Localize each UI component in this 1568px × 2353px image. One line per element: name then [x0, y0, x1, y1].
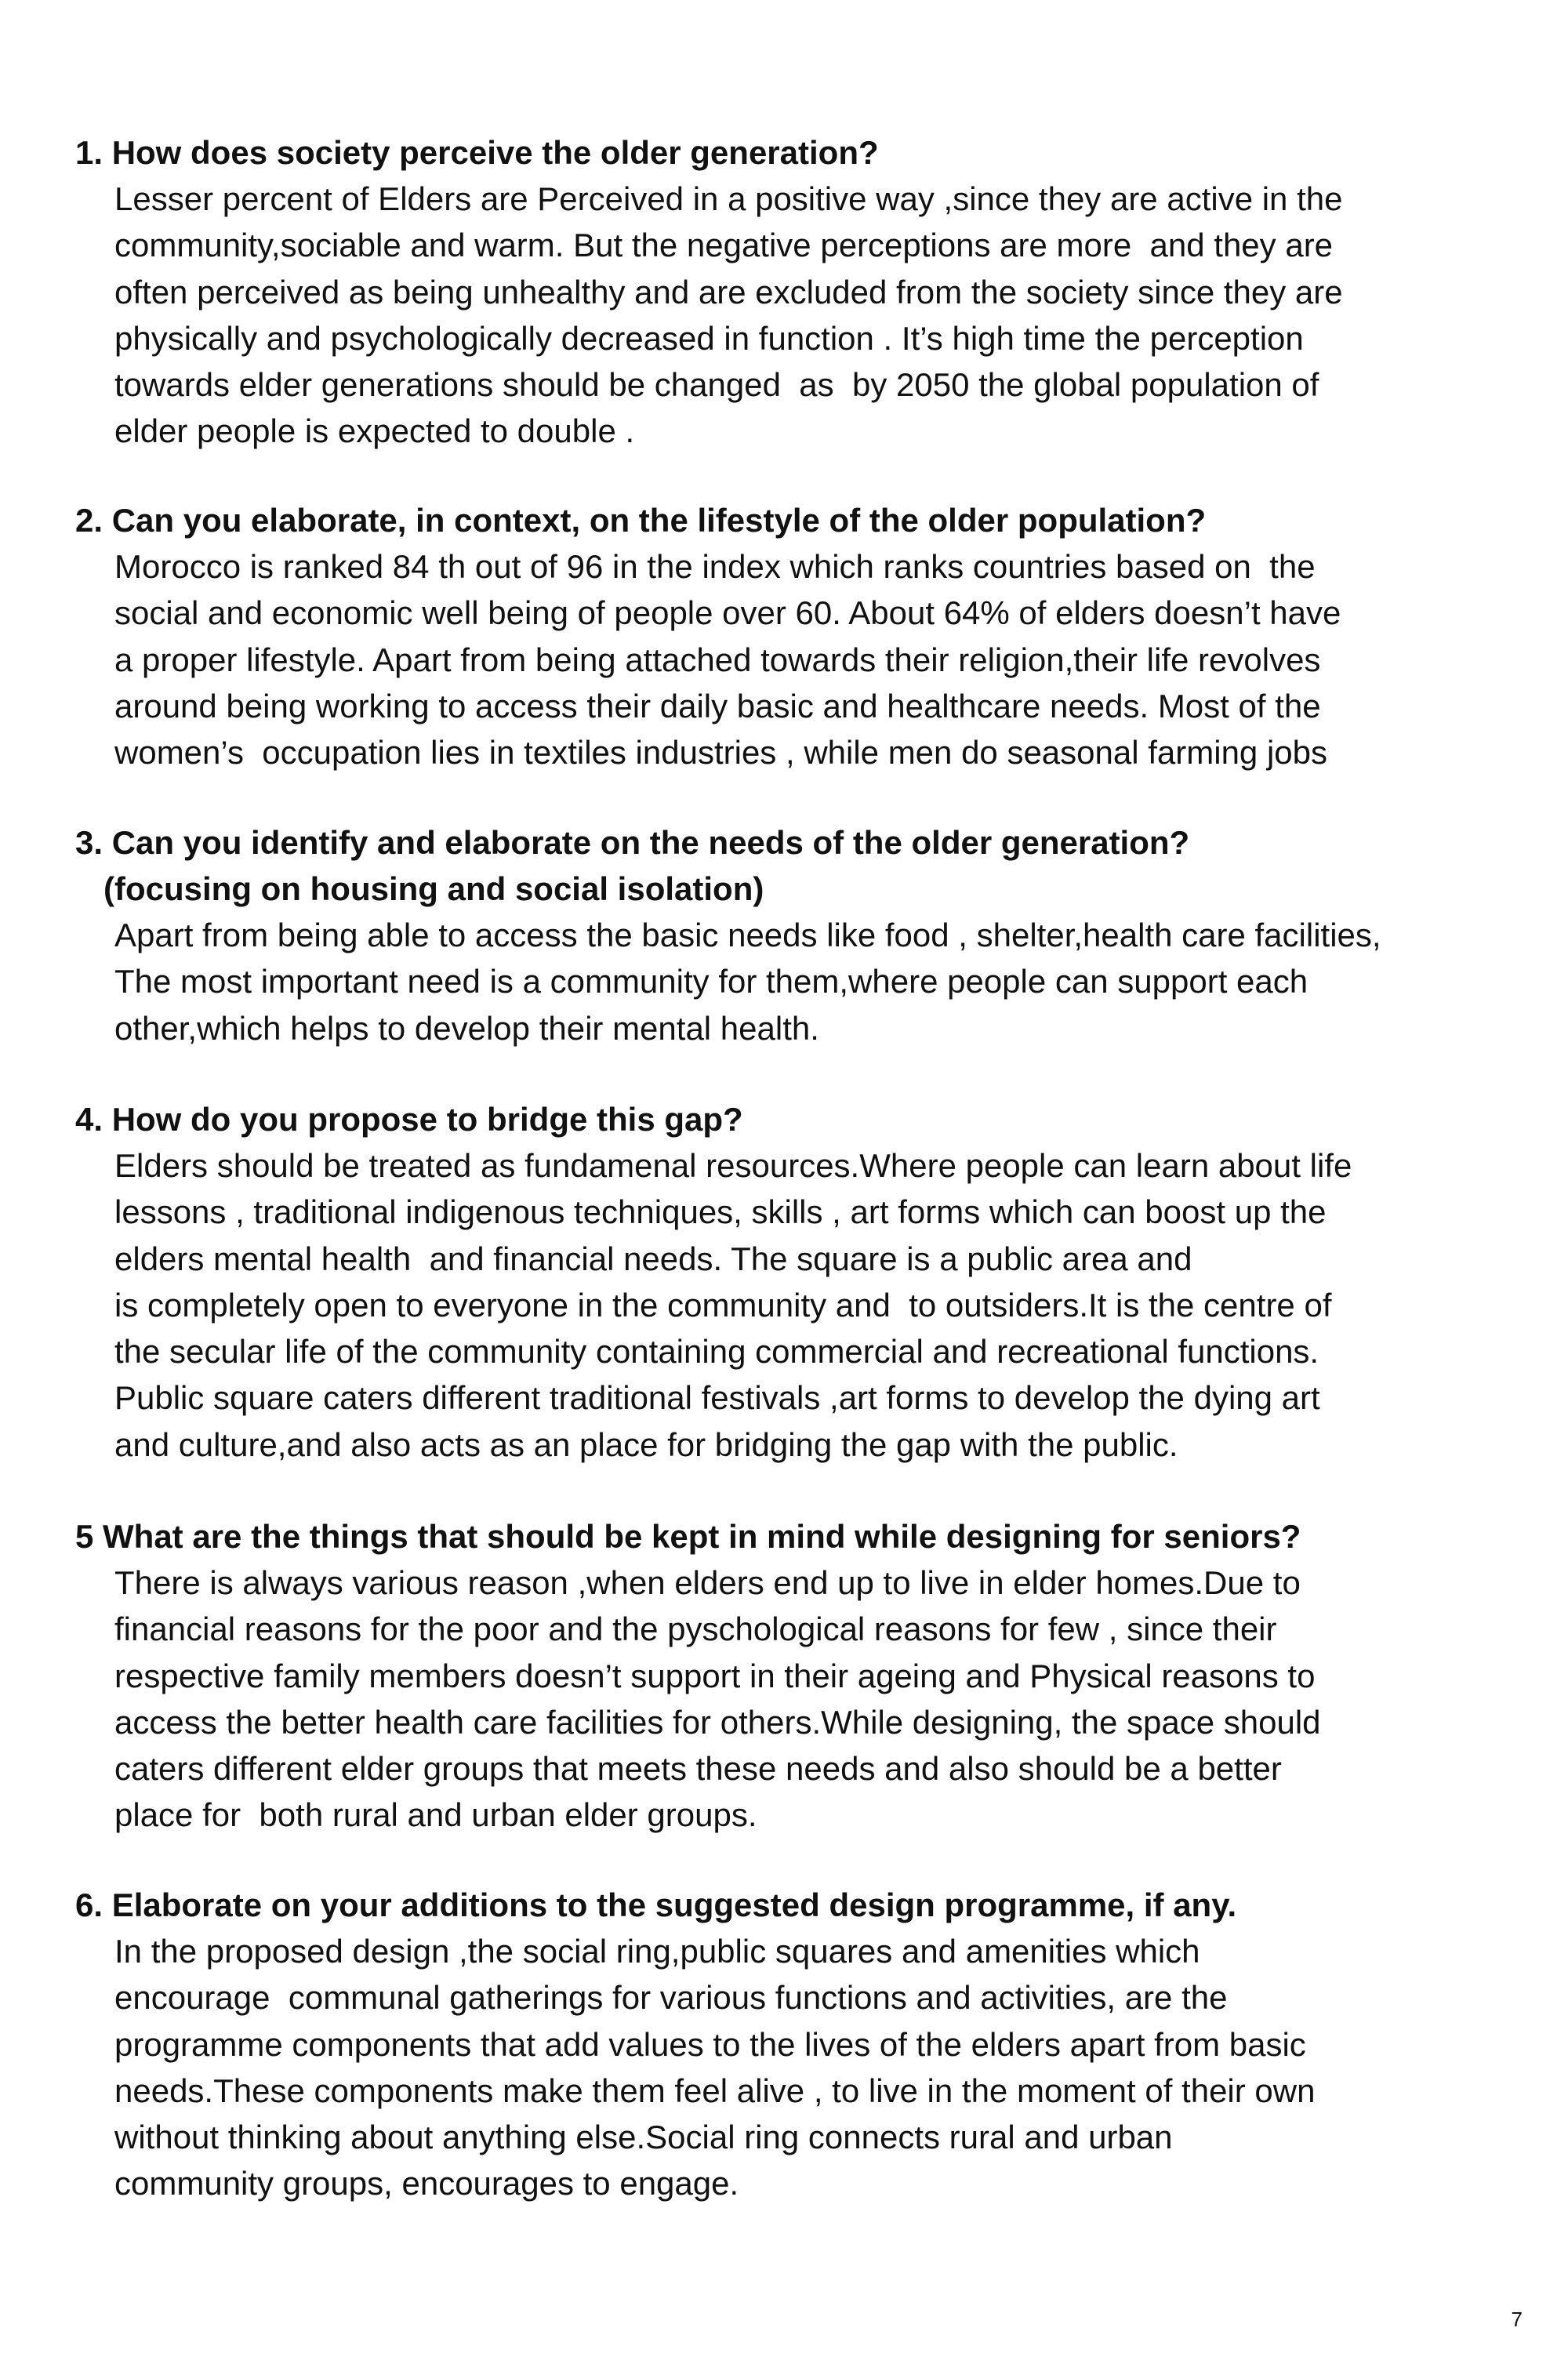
question-heading: 2. Can you elaborate, in context, on the lifestyle of the older population?	[75, 502, 1207, 539]
answer-line: needs.These components make them feel alive , to live in the moment of their own	[114, 2072, 1316, 2109]
answer-line: towards elder generations should be changed as by 2050 the global population of	[114, 366, 1319, 404]
qa-section-2	[75, 497, 1534, 775]
qa-section-4	[75, 1096, 1534, 1468]
question-heading: 1. How does society perceive the older generation?	[75, 134, 879, 171]
answer-line: community groups, encourages to engage.	[114, 2165, 739, 2202]
qa-section-1	[75, 129, 1534, 455]
qa-section-3	[75, 819, 1534, 1051]
question-heading: 6. Elaborate on your additions to the suggested design programme, if any.	[75, 1886, 1237, 1923]
answer-line: is completely open to everyone in the community and to outsiders.It is the centre of	[114, 1286, 1332, 1324]
qa-section-6	[75, 1882, 1534, 2207]
answer-line: respective family members doesn’t support in their ageing and Physical reasons to	[114, 1657, 1316, 1694]
answer-line: caters different elder groups that meets these needs and also should be a better	[114, 1750, 1282, 1788]
answer-line: Lesser percent of Elders are Perceived in a positive way ,since they are active in the	[114, 180, 1343, 217]
answer-line: other,which helps to develop their mental health.	[114, 1009, 819, 1047]
answer-line: Apart from being able to access the basic needs like food , shelter,health care facilities,	[114, 917, 1381, 953]
answer-line: social and economic well being of people over 60. About 64% of elders doesn’t have	[114, 594, 1341, 632]
answer-line: often perceived as being unhealthy and are excluded from the society since they are	[114, 273, 1343, 310]
answer-line: access the better health care facilities for others.While designing, the space should	[114, 1703, 1321, 1741]
answer-line: In the proposed design ,the social ring,public squares and amenities which	[114, 1933, 1200, 1970]
question-heading: 3. Can you identify and elaborate on the needs of the older generation?	[75, 824, 1190, 861]
answer-line: Morocco is ranked 84 th out of 96 in the index which ranks countries based on the	[114, 548, 1316, 585]
answer-line: place for both rural and urban elder groups.	[114, 1796, 757, 1834]
answer-line: lessons , traditional indigenous techniques, skills , art forms which can boost up the	[114, 1193, 1327, 1231]
answer-line: physically and psychologically decreased in function . It’s high time the perception	[114, 319, 1304, 357]
answer-line: the secular life of the community containing commercial and recreational functions.	[114, 1333, 1319, 1371]
answer-line: community,sociable and warm. But the negative perceptions are more and they are	[114, 227, 1334, 264]
answer-line: encourage communal gatherings for various functions and activities, are the	[114, 1979, 1228, 2017]
question-subheading: (focusing on housing and social isolation)	[103, 870, 764, 907]
page-number: 7	[1511, 2308, 1523, 2331]
answer-line: a proper lifestyle. Apart from being attached towards their religion,their life revolves	[114, 641, 1321, 678]
answer-line: programme components that add values to the lives of the elders apart from basic	[114, 2025, 1306, 2063]
answer-line: Public square caters different traditional festivals ,art forms to develop the dying art	[114, 1379, 1320, 1417]
answer-line: There is always various reason ,when elders end up to live in elder homes.Due to	[114, 1564, 1301, 1601]
answer-line: women’s occupation lies in textiles industries , while men do seasonal farming jobs	[114, 734, 1328, 772]
answer-line: and culture,and also acts as an place for bridging the gap with the public.	[114, 1425, 1178, 1463]
answer-line: Elders should be treated as fundamenal resources.Where people can learn about life	[114, 1147, 1352, 1184]
answer-line: financial reasons for the poor and the pyschological reasons for few , since their	[114, 1610, 1277, 1648]
qa-section-5	[75, 1513, 1534, 1839]
answer-line: elders mental health and financial needs. The square is a public area and	[114, 1240, 1192, 1277]
answer-line: The most important need is a community for them,where people can support each	[114, 963, 1308, 1000]
answer-line: without thinking about anything else.Social ring connects rural and urban	[114, 2119, 1173, 2156]
answer-line: elder people is expected to double .	[114, 412, 635, 450]
question-heading: 4. How do you propose to bridge this gap?	[75, 1101, 743, 1138]
answer-line: around being working to access their daily basic and healthcare needs. Most of the	[114, 687, 1321, 724]
question-heading: 5 What are the things that should be kept in mind while designing for seniors?	[75, 1518, 1301, 1555]
